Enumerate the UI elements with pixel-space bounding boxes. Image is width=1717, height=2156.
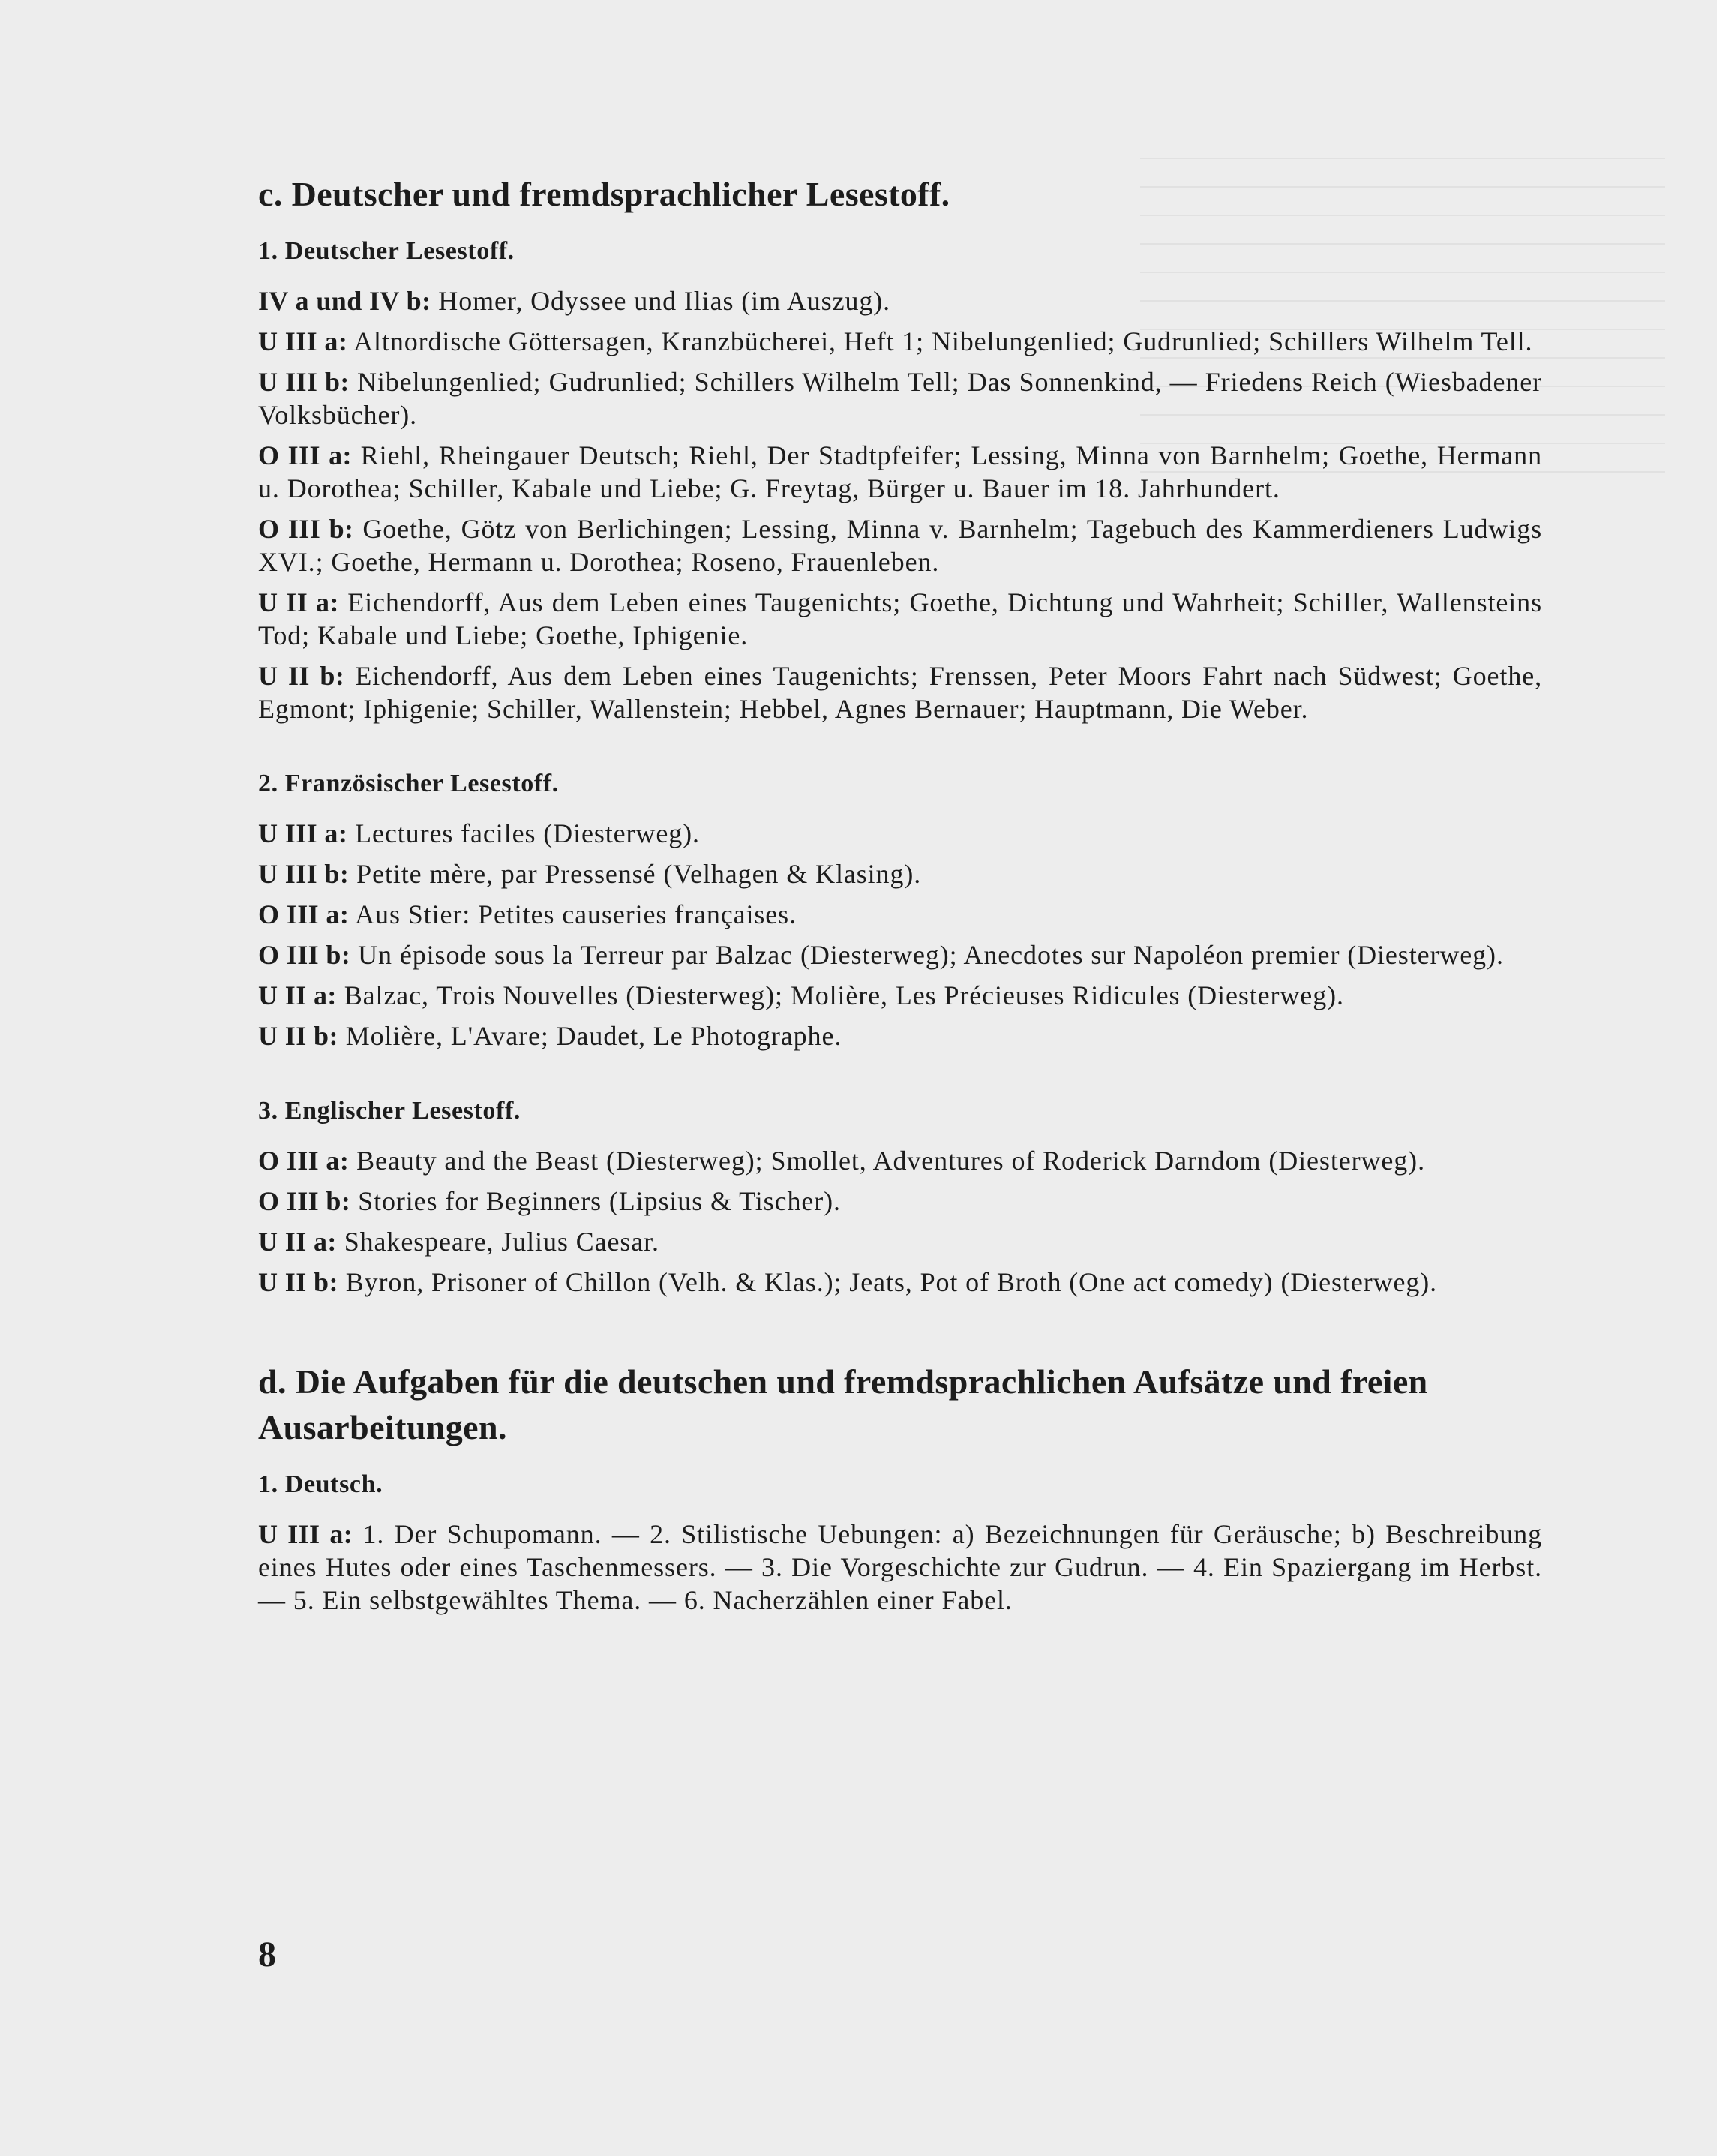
- entry-text: Goethe, Götz von Berlichingen; Lessing, Minna v. Barnhelm; Tagebuch des Kammerdieners Ludwigs XVI.; Goethe, Hermann u. Dorothea; Roseno, Frauenleben.: [258, 514, 1542, 577]
- reading-entry: [258, 1185, 1542, 1218]
- reading-entry: [258, 284, 1542, 317]
- reading-entry: [258, 365, 1542, 431]
- entry-text: Lectures faciles (Diesterweg).: [355, 818, 700, 848]
- entry-text: Balzac, Trois Nouvelles (Diesterweg); Molière, Les Précieuses Ridicules (Diesterweg).: [344, 980, 1344, 1010]
- section-d-title: d. Die Aufgaben für die deutschen und fremdsprachlichen Aufsätze und freien Ausarbeitungen.: [258, 1362, 1428, 1446]
- reading-entry: [258, 1144, 1542, 1177]
- class-label: U II a:: [258, 587, 339, 617]
- class-label: U II b:: [258, 661, 345, 691]
- page-number: 8: [258, 1935, 276, 1974]
- class-label: O III a:: [258, 440, 352, 470]
- entry-text: Stories for Beginners (Lipsius & Tischer).: [358, 1186, 841, 1216]
- german-reading-heading: 1. Deutscher Lesestoff.: [258, 237, 515, 265]
- reading-entry: [258, 512, 1542, 578]
- entry-text: Eichendorff, Aus dem Leben eines Taugenichts; Goethe, Dichtung und Wahrheit; Schiller, Wallensteins Tod; Kabale und Liebe; Goethe, Iphigenie.: [258, 587, 1542, 650]
- document-page: [258, 171, 1542, 1645]
- entry-text: Un épisode sous la Terreur par Balzac (Diesterweg); Anecdotes sur Napoléon premier (Diesterweg).: [358, 940, 1504, 970]
- class-label: U II a:: [258, 1227, 337, 1257]
- reading-entry: [258, 857, 1542, 890]
- entry-text: 1. Der Schupomann. — 2. Stilistische Uebungen: a) Bezeichnungen für Geräusche; b) Beschreibung eines Hutes oder eines Taschenmessers. — 3. Die Vorgeschichte zur Gudrun. — 4. Ein Spaziergang im Herbst. — 5. Ein selbstgewähltes Thema. — 6. Nacherzählen einer Fabel.: [258, 1519, 1542, 1615]
- entry-text: Molière, L'Avare; Daudet, Le Photographe.: [345, 1021, 842, 1051]
- entry-text: Nibelungenlied; Gudrunlied; Schillers Wilhelm Tell; Das Sonnenkind, — Friedens Reich (Wiesbadener Volksbücher).: [258, 367, 1542, 430]
- reading-entry: [258, 1225, 1542, 1258]
- entry-text: Altnordische Göttersagen, Kranzbücherei, Heft 1; Nibelungenlied; Gudrunlied; Schillers Wilhelm Tell.: [353, 326, 1533, 356]
- class-label: U III a:: [258, 818, 348, 848]
- english-reading-group: [258, 1095, 1542, 1299]
- entry-text: Eichendorff, Aus dem Leben eines Taugenichts; Frenssen, Peter Moors Fahrt nach Südwest; Goethe, Egmont; Iphigenie; Schiller, Wallenstein; Hebbel, Agnes Bernauer; Hauptmann, Die Weber.: [258, 661, 1543, 724]
- entry-text: Homer, Odyssee und Ilias (im Auszug).: [438, 286, 891, 316]
- german-essay-heading: 1. Deutsch.: [258, 1470, 383, 1498]
- entry-text: Petite mère, par Pressensé (Velhagen & Klasing).: [356, 859, 922, 889]
- reading-entry: [258, 439, 1542, 505]
- reading-entry: [258, 1266, 1542, 1299]
- class-label: U II b:: [258, 1267, 338, 1297]
- reading-entry: [258, 325, 1542, 358]
- german-reading-group: [258, 235, 1542, 725]
- reading-entry: [258, 938, 1542, 971]
- german-essay-group: [258, 1468, 1542, 1617]
- class-label: O III a:: [258, 899, 350, 929]
- french-reading-group: [258, 767, 1542, 1052]
- entry-text: Beauty and the Beast (Diesterweg); Smollet, Adventures of Roderick Darndom (Diesterweg).: [356, 1146, 1425, 1176]
- entry-text: Aus Stier: Petites causeries françaises.: [355, 899, 797, 929]
- class-label: O III a:: [258, 1146, 350, 1176]
- entry-text: Riehl, Rheingauer Deutsch; Riehl, Der Stadtpfeifer; Lessing, Minna von Barnhelm; Goethe, Hermann u. Dorothea; Schiller, Kabale und Liebe; G. Freytag, Bürger u. Bauer im 18. Jahrhundert.: [258, 440, 1542, 503]
- reading-entry: [258, 979, 1542, 1012]
- class-label: O III b:: [258, 514, 354, 544]
- reading-entry: [258, 659, 1542, 725]
- reading-entry: [258, 898, 1542, 931]
- class-label: U III a:: [258, 326, 348, 356]
- reading-entry: [258, 1019, 1542, 1052]
- french-reading-heading: 2. Französischer Lesestoff.: [258, 770, 559, 797]
- reading-entry: [258, 817, 1542, 850]
- class-label: U III b:: [258, 367, 350, 397]
- class-label: O III b:: [258, 1186, 351, 1216]
- entry-text: Shakespeare, Julius Caesar.: [344, 1227, 659, 1257]
- reading-entry: [258, 586, 1542, 652]
- class-label: U II a:: [258, 980, 337, 1010]
- entry-text: Byron, Prisoner of Chillon (Velh. & Klas.); Jeats, Pot of Broth (One act comedy) (Diesterweg).: [345, 1267, 1438, 1297]
- class-label: O III b:: [258, 940, 351, 970]
- class-label: U II b:: [258, 1021, 338, 1051]
- essay-entry: [258, 1518, 1542, 1617]
- english-reading-heading: 3. Englischer Lesestoff.: [258, 1097, 521, 1125]
- class-label: IV a und IV b:: [258, 286, 431, 316]
- class-label: U III b:: [258, 859, 350, 889]
- class-label: U III a:: [258, 1519, 353, 1549]
- section-c-title: c. Deutscher und fremdsprachlicher Lesestoff.: [258, 175, 950, 213]
